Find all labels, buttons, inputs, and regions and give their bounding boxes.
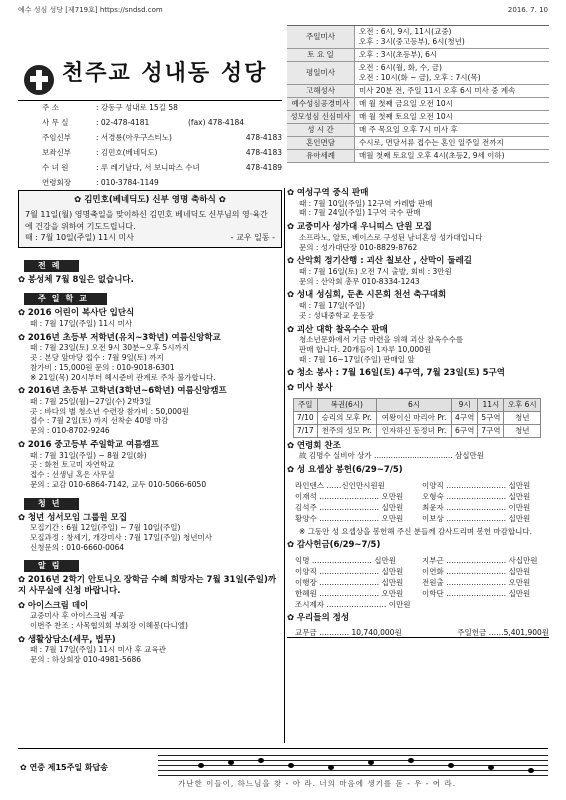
donor-entry: 이행장 …………………… 십만원 bbox=[295, 578, 404, 587]
mass-table-cell: 인자하신 동정녀 Pr. bbox=[377, 424, 452, 437]
gratitude-title: ✿ 감사헌금(6/29~7/5) bbox=[287, 540, 549, 551]
offering-title: ✿ 우리들의 정성 bbox=[287, 613, 549, 624]
schedule-row bbox=[287, 62, 549, 85]
schedule-label: 유아세례 bbox=[287, 150, 355, 162]
right-column bbox=[287, 188, 549, 638]
music-staff bbox=[158, 755, 548, 779]
info-row bbox=[42, 163, 282, 178]
announcement bbox=[18, 513, 282, 553]
donor-entry: 김석주 …………………… 십만원 bbox=[295, 502, 404, 512]
mass-table-heading: 11시 bbox=[478, 398, 504, 411]
announcement-title: ✿ 2016년 초등부 고학년(3학년~6학년) 여름신앙캠프 bbox=[18, 386, 282, 397]
announcement-title: ✿ 봉성체 7월 8일은 없습니다. bbox=[18, 275, 282, 286]
schedule-time: 오전 : 10시(화 ~ 금), 오후 : 7시(목) bbox=[359, 73, 481, 82]
announcement-title: ✿ 청소 봉사 : 7월 16일(토) 4구역, 7월 23일(토) 5구역 bbox=[287, 368, 549, 379]
announcement-title: ✿ 성내 성심회, 둔촌 시몬회 천선 축구대회 bbox=[287, 290, 549, 301]
announcement-title: ✿ 아이스크림 데이 bbox=[18, 601, 282, 612]
info-tel: 478-4189 bbox=[245, 163, 282, 172]
info-value: : 02-478-4181 bbox=[96, 118, 150, 127]
announcement bbox=[18, 440, 282, 490]
info-value: : 010-3784-1149 bbox=[96, 178, 159, 187]
announcement bbox=[18, 308, 282, 328]
schedule-label: 혼인면담 bbox=[287, 137, 355, 149]
schedule-label: 예수성심공경미사 bbox=[287, 98, 355, 110]
announcement bbox=[18, 635, 282, 665]
info-row bbox=[42, 133, 282, 148]
section-header: 알림 bbox=[24, 560, 79, 572]
announcement-title: ✿ 여성구역 중식 판매 bbox=[287, 188, 549, 199]
schedule-label: 고해성사 bbox=[287, 85, 355, 97]
mass-table-cell: 승리의 모후 Pr. bbox=[317, 411, 376, 424]
donor-entry: 이학단 …………………… 십만원 bbox=[422, 589, 531, 598]
donor-entry: 전원출 …………………… 오만원 bbox=[422, 578, 531, 587]
donor-entry: 이양직 …………………… 십만원 bbox=[422, 480, 531, 490]
info-tel: 478-4183 bbox=[245, 148, 282, 157]
announcement bbox=[287, 465, 549, 476]
announcement-title: ✿ 괴산 대학 찰옥수수 판매 bbox=[287, 325, 549, 336]
announcement bbox=[287, 325, 549, 365]
info-row bbox=[42, 103, 282, 118]
schedule-label: 성모성심 신심미사 bbox=[287, 111, 355, 123]
section-header: 주일학교 bbox=[24, 293, 107, 305]
announcement-line: 접수 : 선생님 혹은 사무실 bbox=[30, 470, 115, 479]
mass-table-cell: 청년 bbox=[504, 424, 541, 437]
announcement-line: 때 : 7월 31일(주일) ~ 8월 2일(화) bbox=[30, 450, 147, 460]
announcement bbox=[18, 386, 282, 436]
announcement-line: 문의 : 하상회장 010-4981-5686 bbox=[30, 655, 142, 665]
mass-table-heading: 오후 6시 bbox=[504, 398, 541, 411]
announcement bbox=[18, 333, 282, 383]
announcement-line: 때 : 7월 16일(토) 오전 7시 출발, 회비 : 3만원 bbox=[299, 266, 452, 276]
announcement-line: 교중미사 후 아이스크림 제공 bbox=[30, 611, 125, 621]
announcement-line: 접수 : 7월 2일(토) 까지 선착순 40명 마감 bbox=[30, 416, 169, 426]
notice-when: 때 : 7월 10일(주일) 11시 미사 bbox=[25, 232, 134, 242]
announcement-line: 문의 : 교감 010-6864-7142, 교두 010-5066-6050 bbox=[30, 479, 207, 489]
announcement-title: ✿ 성 요셉상 봉헌(6/29~7/5) bbox=[287, 465, 549, 476]
announcement-line: 신청문의 : 010-6660-0064 bbox=[30, 542, 125, 552]
announcement-line: 문의 : 산악회 총무 010-8334-1243 bbox=[299, 276, 420, 286]
announcement bbox=[287, 222, 549, 252]
announcement-line: 곳 : 성내중학교 운동장 bbox=[299, 310, 374, 320]
church-name: 천주교 성내동 성당 bbox=[62, 60, 268, 86]
info-value: : 강동구 성내로 15길 58 bbox=[96, 103, 178, 112]
schedule-values bbox=[359, 111, 549, 123]
announcement-line: 때 : 7월 16~17일(주일) 판매일 앞 bbox=[299, 354, 415, 364]
schedule-time: 오후 : 3시(초등부), 6시 bbox=[359, 50, 438, 59]
notice-body: 7월 11일(월) 영명축일을 맞이하신 김민호 베네딕도 신부님의 영·육간에 건강을 위하여 기도드립니다. bbox=[25, 209, 268, 231]
announcement-line: 모집기간 : 6월 12일(주일) ~ 7월 10일(주일) bbox=[30, 523, 181, 533]
info-value: : 루 레기날다, 서 보니따스 수녀 bbox=[96, 163, 200, 172]
donor-entry: 오형숙 …………………… 십만원 bbox=[422, 491, 531, 501]
announcement-line: ※ 21일(목) 20시부터 헤시준비 관계로 주차 불가합니다. bbox=[30, 372, 216, 382]
announcement-line: 문의 : 성가대단장 010-8829-8762 bbox=[299, 242, 418, 252]
mass-table-heading: 복권(6시) bbox=[317, 398, 376, 411]
announcement-title: ✿ 산악회 정기산행 : 괴산 칠보산 , 산막이 둘레길 bbox=[287, 256, 549, 267]
info-value: : 서경룡(아우구스티노) bbox=[96, 133, 172, 142]
schedule-values bbox=[359, 137, 549, 149]
announcement-line: 참가비 : 15,000원 문의 : 010-9018-6301 bbox=[30, 362, 175, 372]
schedule-time: 수시로, 면담서류 접수는 혼인 일주일 전까지 bbox=[359, 138, 504, 147]
schedule-values bbox=[359, 85, 549, 97]
info-key: 주임신부 bbox=[42, 133, 71, 142]
announcement-title: ✿ 2016년 2학기 안토니오 장학금 수혜 희망자는 7월 31일(주일)까지 사무실에 신청 바랍니다. bbox=[18, 575, 282, 596]
mass-table-cell: 4구역 bbox=[452, 411, 478, 424]
announcement-title: ✿ 미사 봉사 bbox=[287, 383, 549, 394]
schedule-time: 매 주 목요일 오후 7시 미사 후 bbox=[359, 125, 458, 134]
announcement-title: ✿ 연령회 찬조 bbox=[287, 441, 549, 452]
announcement bbox=[287, 368, 549, 379]
mass-table-cell: 천주의 성모 Pr. bbox=[317, 424, 376, 437]
sunday-collection-total: 주일헌금 ……5,401,900원 bbox=[457, 627, 549, 637]
divider bbox=[18, 100, 282, 101]
schedule-values bbox=[359, 124, 549, 136]
mass-schedule bbox=[287, 25, 549, 163]
notice-from: - 교우 일동 - bbox=[230, 232, 275, 242]
announcement-line: 때 : 7월 24일(주일) 1구역 국수 판매 bbox=[299, 208, 421, 218]
announcement-title: ✿ 2016 어린이 복사단 입단식 bbox=[18, 308, 282, 319]
donor-entry: 조시제자 …………………… 이만원 bbox=[295, 600, 411, 609]
gratitude-donor-list bbox=[287, 555, 549, 610]
donor-entry: 이재석 …………………… 오만원 bbox=[295, 491, 404, 501]
announcement bbox=[18, 275, 282, 286]
church-brand bbox=[62, 60, 272, 100]
announcement bbox=[287, 383, 549, 394]
info-key: 주 소 bbox=[42, 103, 59, 112]
psalm-lyric: 가난한 이들이, 하느님을 찾 - 아 라. 너의 마음에 생기를 돋 - 우 - 어 라. bbox=[178, 779, 457, 788]
feast-notice bbox=[18, 190, 282, 248]
info-key: 연령회장 bbox=[42, 178, 71, 187]
responsorial-psalm bbox=[18, 748, 548, 792]
schedule-label: 평일미사 bbox=[287, 62, 355, 84]
schedule-values bbox=[359, 98, 549, 110]
announcement bbox=[287, 290, 549, 320]
joseph-donor-list bbox=[287, 480, 549, 524]
donor-note: ※ 그동안 성 요셉상을 봉헌해 주신 분들께 감사드리며 봉헌 마감합니다. bbox=[299, 526, 532, 536]
announcement-title: ✿ 청년 성서모임 그룹원 모집 bbox=[18, 513, 282, 524]
announcement-line: 곳 : 화천 토고미 자연학교 bbox=[30, 460, 115, 470]
announcement-line: 곳 : 본당 앞마당 접수 : 7월 9일(토) 까지 bbox=[30, 353, 164, 362]
schedule-row bbox=[287, 85, 549, 98]
mass-table-heading: 9시 bbox=[452, 398, 478, 411]
donor-entry: 한혜원 …………………… 오만원 bbox=[295, 589, 404, 598]
schedule-values bbox=[359, 49, 549, 61]
section-header: 청년 bbox=[24, 498, 79, 510]
schedule-label: 성 시 간 bbox=[287, 124, 355, 136]
announcement bbox=[287, 256, 549, 286]
header-line bbox=[18, 6, 548, 18]
mass-table-row bbox=[294, 424, 541, 437]
notice-title: ✿ 김민호(베네딕도) 신부 영명 축하식 ✿ bbox=[74, 195, 226, 205]
schedule-time: 매월 첫째 토요일 오후 4시(초등2, 9세 이하) bbox=[359, 151, 505, 160]
mass-table-cell: 청년 bbox=[504, 411, 541, 424]
announcement-line: 모집과정 : 창세기, 개강미사 : 7월 17일(주일) 청년미사 bbox=[30, 532, 212, 542]
schedule-row bbox=[287, 26, 549, 49]
announcement-title: ✿ 교중미사 성가대 우니띠스 단원 모집 bbox=[287, 222, 549, 233]
announcement-line: 소프라노, 알토, 베이스로 구성된 남녀혼성 성가대입니다 bbox=[299, 232, 483, 242]
left-column bbox=[18, 190, 282, 669]
mass-service-table bbox=[293, 398, 541, 438]
info-row bbox=[42, 118, 282, 133]
schedule-time: 오후 : 3시(중고등부), 6시(청년) bbox=[359, 37, 465, 46]
announcement-line: 판매 합니다. 20개들이 1자루 10,000원 bbox=[299, 344, 432, 354]
mass-table-cell: 7구역 bbox=[478, 424, 504, 437]
schedule-label: 토 요 일 bbox=[287, 49, 355, 61]
info-key: 사 무 실 bbox=[42, 118, 69, 127]
church-logo-icon bbox=[24, 65, 54, 95]
announcement-line: 때 : 7월 23일(토) 오전 9시 30분~오후 5시까지 bbox=[30, 343, 189, 353]
schedule-row bbox=[287, 150, 549, 163]
announcement-line: 때 : 7월 17일(주일) 11시 미사 bbox=[30, 318, 133, 328]
info-tel: 478-4183 bbox=[245, 133, 282, 142]
announcement-line: 청소년문화에서 기금 마련을 위해 괴산 찰옥수수를 bbox=[299, 335, 464, 345]
announcement-title: ✿ 생활상담소(세무, 법무) bbox=[18, 635, 282, 646]
schedule-time: 오전 : 6시(월, 화, 수, 금) bbox=[359, 63, 442, 72]
mass-table-header bbox=[294, 398, 541, 411]
announcement-title: ✿ 2016년 초등부 저학년(유치~3학년) 여름신앙학교 bbox=[18, 333, 282, 344]
donor-entry: 이연화 …………………… 십만원 bbox=[422, 567, 531, 576]
donor-entry: 익명 …………………… 십만원 bbox=[295, 556, 396, 565]
donor-entry: 최윤자 …………………… 이만원 bbox=[422, 502, 531, 512]
schedule-row bbox=[287, 124, 549, 137]
issue-info: 예수 성심 성당 [제719호] https://sndsd.com bbox=[18, 6, 163, 14]
announcement bbox=[18, 601, 282, 631]
tithe-total: 교무금 ………… 10,740,000원 bbox=[295, 627, 402, 637]
schedule-row bbox=[287, 137, 549, 150]
schedule-row bbox=[287, 111, 549, 124]
announcement-line: 곳 : 바다의 별 청소년 수련장 참가비 : 50,000원 bbox=[30, 406, 190, 416]
schedule-time: 미사 20분 전, 주일 11시 오후 6시 미사 중 계속 bbox=[359, 86, 516, 95]
schedule-row bbox=[287, 98, 549, 111]
announcement-line: 이번주 찬조 : 사목협의회 부회장 이혜봉(다니엘) bbox=[30, 621, 188, 630]
mass-table-cell: 5구역 bbox=[478, 411, 504, 424]
announcement bbox=[287, 188, 549, 218]
announcement-line: 때 : 7월 17일(주일) 11시 미사 후 교육관 bbox=[30, 645, 166, 655]
offering-totals bbox=[287, 628, 549, 638]
announcement-line: 때 : 7월 17일(주일) bbox=[299, 301, 366, 310]
donor-entry: 라인덴스 ……신인만시원원 bbox=[295, 480, 385, 490]
announcement bbox=[18, 575, 282, 596]
schedule-values bbox=[359, 150, 549, 162]
schedule-label: 주일미사 bbox=[287, 26, 355, 48]
donor-entry: 황양수 …………………… 오만원 bbox=[295, 513, 404, 523]
schedule-time: 오전 : 6시, 9시, 11시(교중) bbox=[359, 27, 452, 36]
info-fax: (fax) 478-4184 bbox=[188, 118, 245, 127]
schedule-values bbox=[359, 26, 549, 48]
psalm-label: ✿ 연중 제15주일 화답송 bbox=[20, 763, 109, 772]
donor-entry: 이양직 …………………… 십만원 bbox=[295, 567, 404, 576]
info-row bbox=[42, 148, 282, 163]
issue-date: 2016. 7. 10 bbox=[507, 6, 548, 14]
column-divider bbox=[284, 188, 285, 743]
contact-info bbox=[42, 103, 282, 193]
mass-table-cell: 6구역 bbox=[452, 424, 478, 437]
announcement-line: 문의 : 010-8702-9246 bbox=[30, 426, 110, 436]
info-value: : 김민호(베네딕도) bbox=[96, 148, 158, 157]
info-key: 수 녀 원 bbox=[42, 163, 69, 172]
donor-entry: 이보상 …………………… 십만원 bbox=[422, 513, 531, 523]
schedule-time: 매 월 첫째 토요일 오전 10시 bbox=[359, 112, 453, 121]
mass-table-heading: 주일 bbox=[294, 398, 318, 411]
announcement bbox=[287, 441, 549, 461]
schedule-row bbox=[287, 49, 549, 62]
mass-table-cell: 7/10 bbox=[294, 411, 318, 424]
announcement-line: 故 김명수 실비아 상가 ................................. 삼십만원 bbox=[299, 451, 485, 461]
section-header: 전례 bbox=[24, 260, 79, 272]
donor-entry bbox=[422, 599, 549, 610]
mass-table-heading: 6시 bbox=[377, 398, 452, 411]
announcement-line: 때 : 7월 10일(주일) 12구역 카레밥 판매 bbox=[299, 198, 433, 208]
mass-table-cell: 여왕이신 마리아 Pr. bbox=[377, 411, 452, 424]
announcement-title: ✿ 2016 중고등부 주일학교 여름캠프 bbox=[18, 440, 282, 451]
info-key: 보좌신부 bbox=[42, 148, 71, 157]
mass-table-row bbox=[294, 411, 541, 424]
donor-entry: 지부근 …………………… 사십만원 bbox=[422, 556, 538, 565]
schedule-values bbox=[359, 62, 549, 84]
announcement-line: 때 : 7월 25일(월)~27일(수) 2박3일 bbox=[30, 396, 152, 406]
mass-table-cell: 7/17 bbox=[294, 424, 318, 437]
schedule-time: 매 월 첫째 금요일 오전 10시 bbox=[359, 99, 453, 108]
